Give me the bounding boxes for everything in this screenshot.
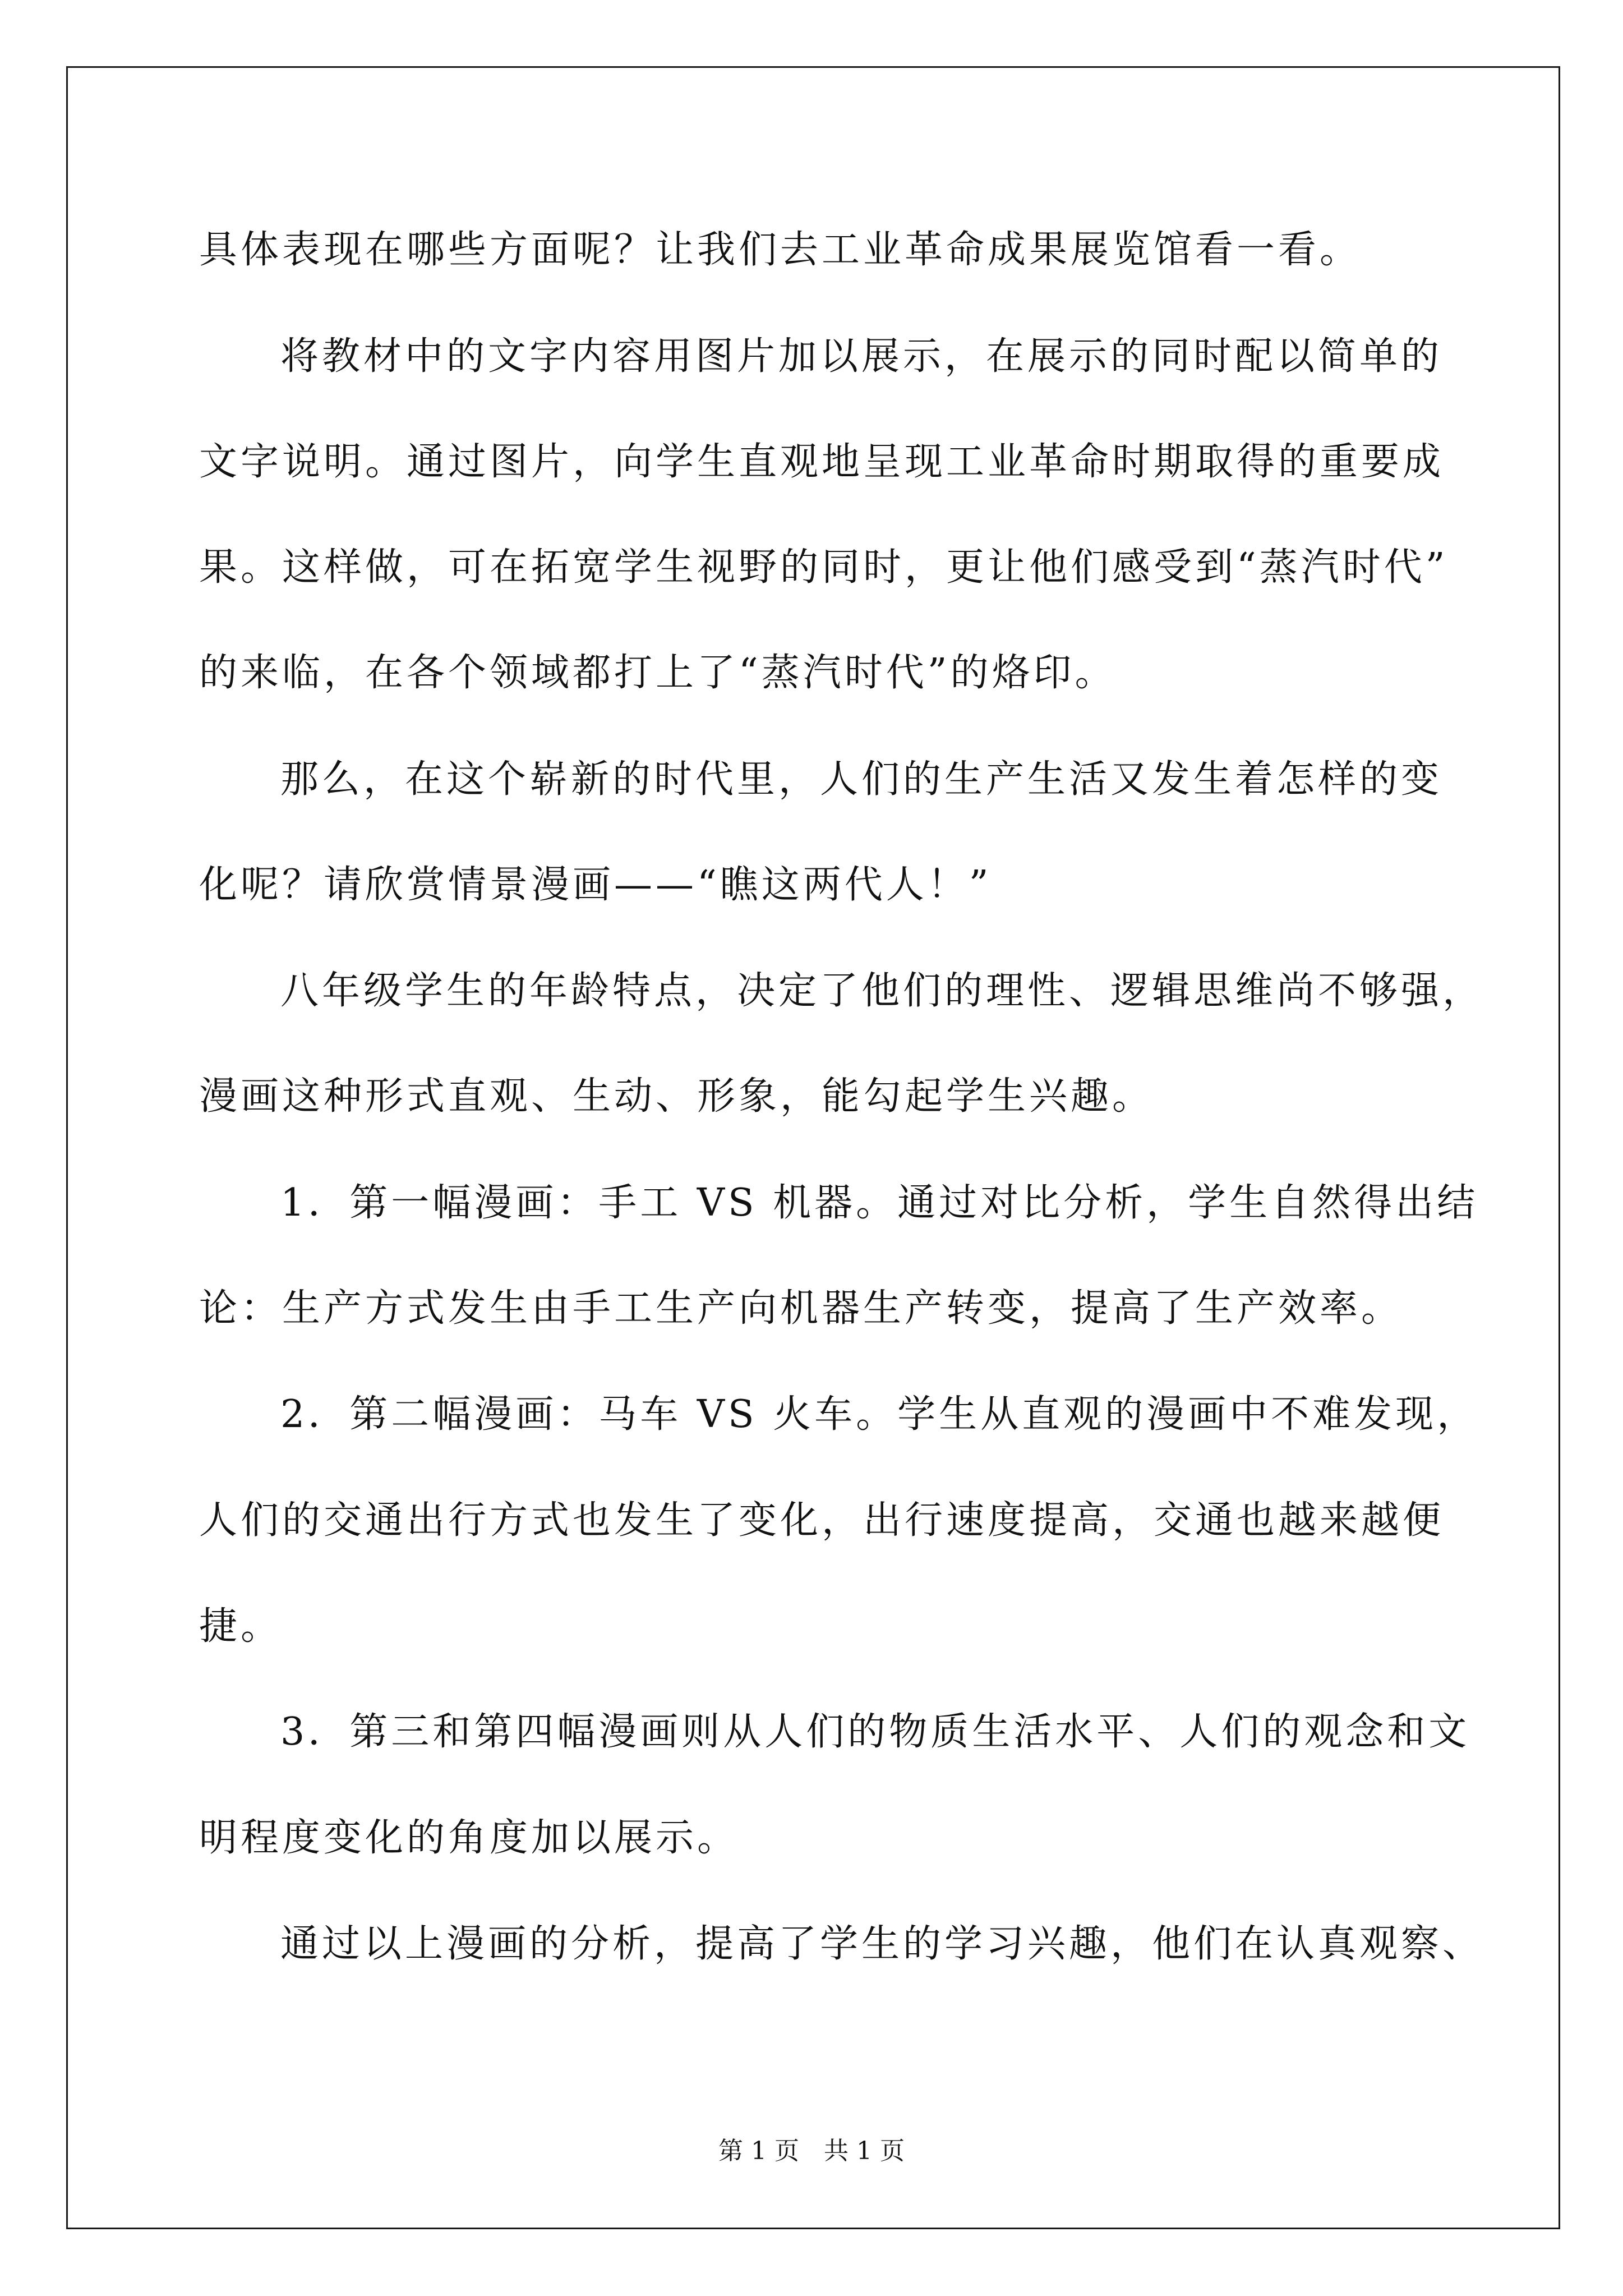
page-number-footer: 第 1 页 共 1 页: [718, 2137, 905, 2165]
body-line-6: 那么，在这个崭新的时代里，人们的生产生活又发生着怎样的变: [280, 757, 1443, 802]
body-line-7: 化呢？请欣赏情景漫画——“瞧这两代人！”: [199, 863, 992, 907]
body-line-12: 2．第二幅漫画：马车 VS 火车。学生从直观的漫画中不难发现，: [280, 1392, 1479, 1437]
body-line-5: 的来临，在各个领域都打上了“蒸汽时代”的烙印。: [199, 651, 1117, 695]
body-line-1: 具体表现在哪些方面呢？让我们去工业革命成果展览馆看一看。: [199, 228, 1362, 272]
body-line-3: 文字说明。通过图片，向学生直观地呈现工业革命时期取得的重要成: [199, 440, 1445, 484]
body-line-15: 3．第三和第四幅漫画则从人们的物质生活水平、人们的观念和文: [280, 1710, 1470, 1754]
body-line-13: 人们的交通出行方式也发生了变化，出行速度提高，交通也越来越便: [199, 1498, 1445, 1543]
body-line-9: 漫画这种形式直观、生动、形象，能勾起学生兴趣。: [199, 1074, 1154, 1119]
page-border: [66, 66, 1560, 2229]
body-line-4: 果。这样做，可在拓宽学生视野的同时，更让他们感受到“蒸汽时代”: [199, 545, 1449, 590]
body-line-8: 八年级学生的年龄特点，决定了他们的理性、逻辑思维尚不够强，: [280, 969, 1484, 1013]
body-line-16: 明程度变化的角度加以展示。: [199, 1816, 739, 1860]
body-line-11: 论：生产方式发生由手工生产向机器生产转变，提高了生产效率。: [199, 1286, 1403, 1331]
body-line-2: 将教材中的文字内容用图片加以展示，在展示的同时配以简单的: [280, 334, 1443, 379]
body-line-14: 捷。: [199, 1604, 283, 1649]
body-line-17: 通过以上漫画的分析，提高了学生的学习兴趣，他们在认真观察、: [280, 1922, 1484, 1966]
body-line-10: 1．第一幅漫画：手工 VS 机器。通过对比分析，学生自然得出结: [280, 1181, 1479, 1225]
